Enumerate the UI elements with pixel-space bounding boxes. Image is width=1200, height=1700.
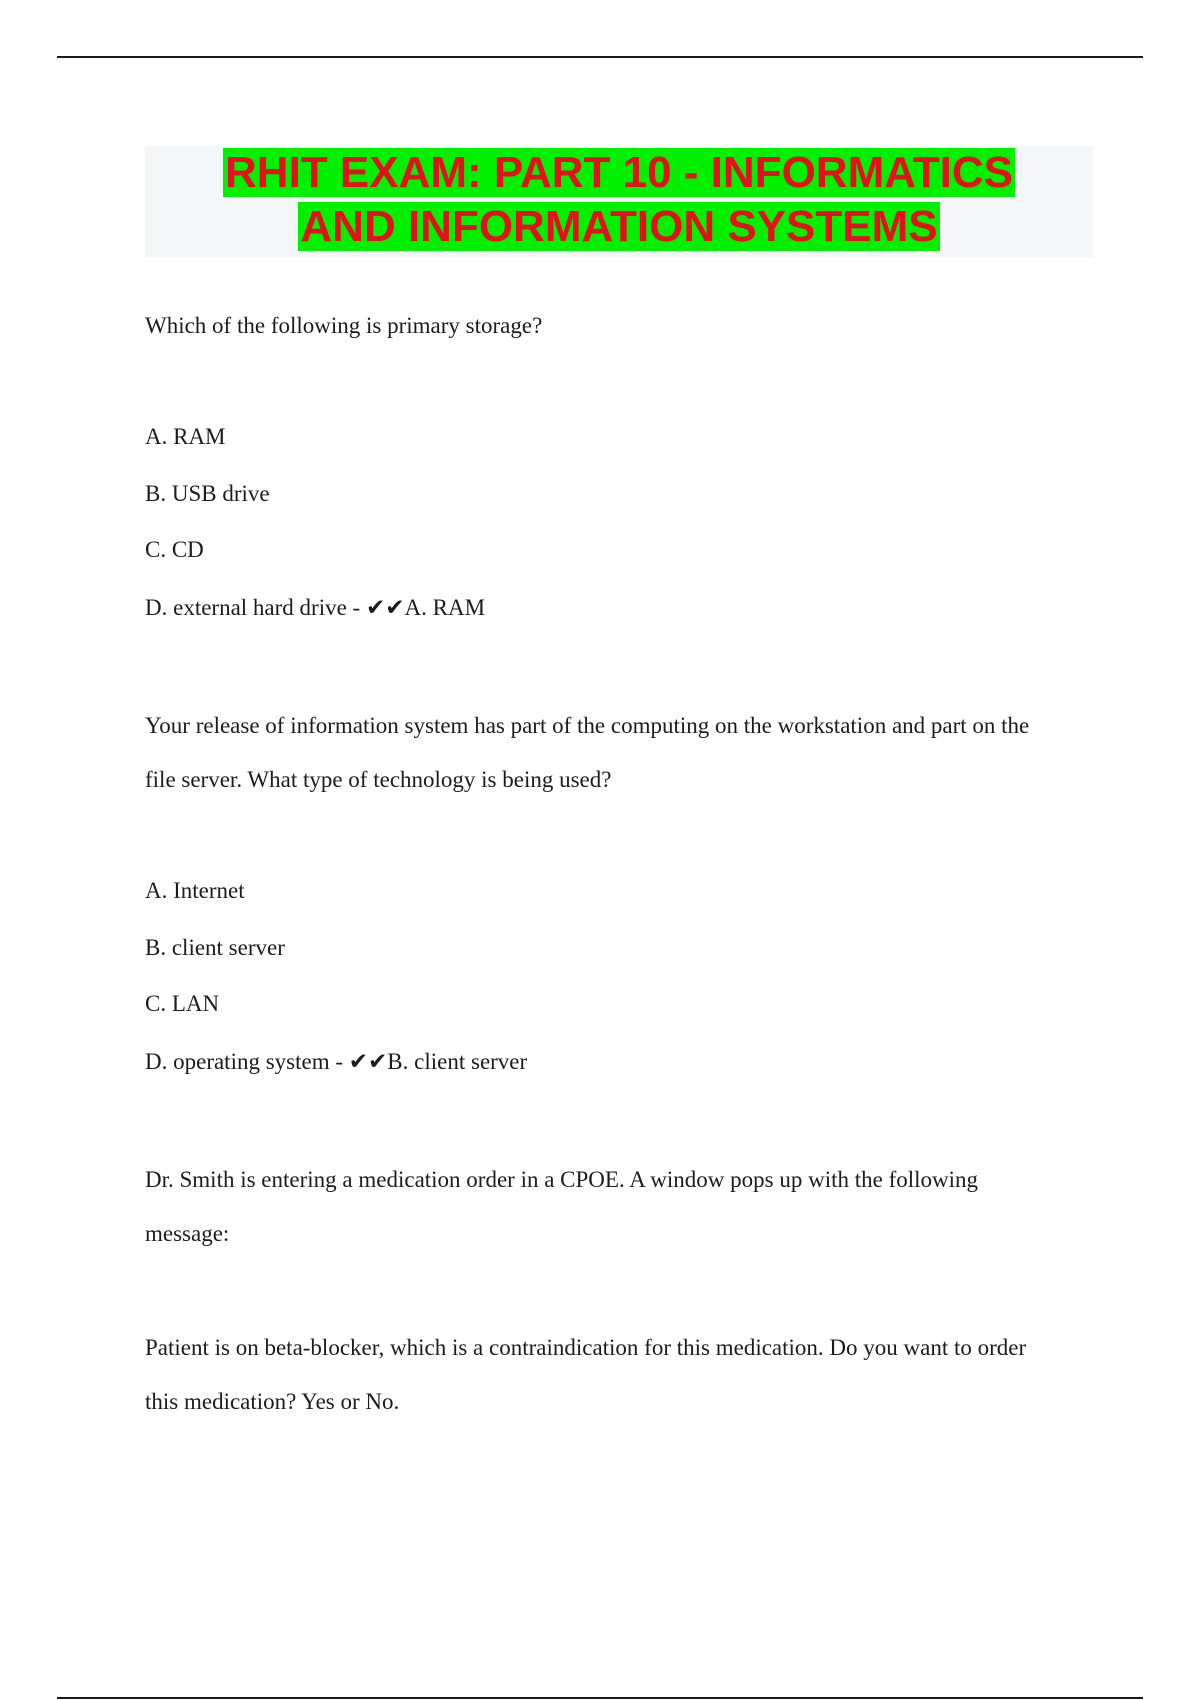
header-rule [57, 56, 1143, 58]
question-2-option-d-answer: D. operating system - ✔✔B. client server [145, 1049, 528, 1074]
title-line-2: AND INFORMATION SYSTEMS [300, 202, 938, 251]
question-2-option-c: C. LAN [145, 991, 220, 1016]
question-1-option-a: A. RAM [145, 424, 226, 449]
document-title [145, 146, 1093, 257]
footer-rule [57, 1697, 1143, 1699]
question-2-option-b: B. client server [145, 935, 285, 960]
question-1-option-b: B. USB drive [145, 481, 270, 506]
question-2-text-line-1: Your release of information system has part of the computing on the workstation and part on the [145, 713, 1030, 738]
question-3-message-line-1: Patient is on beta-blocker, which is a contraindication for this medication. Do you want to order [145, 1335, 1027, 1360]
question-3-text-line-2: message: [145, 1221, 230, 1246]
question-3-text-line-1: Dr. Smith is entering a medication order in a CPOE. A window pops up with the following [145, 1167, 979, 1192]
title-line-1: RHIT EXAM: PART 10 - INFORMATICS [225, 148, 1013, 197]
question-2-text-line-2: file server. What type of technology is being used? [145, 767, 612, 792]
question-1-option-d-answer: D. external hard drive - ✔✔A. RAM [145, 595, 486, 620]
question-1-text: Which of the following is primary storage? [145, 313, 543, 338]
question-3-message-line-2: this medication? Yes or No. [145, 1389, 400, 1414]
question-1-option-c: C. CD [145, 537, 204, 562]
question-2-option-a: A. Internet [145, 878, 245, 903]
